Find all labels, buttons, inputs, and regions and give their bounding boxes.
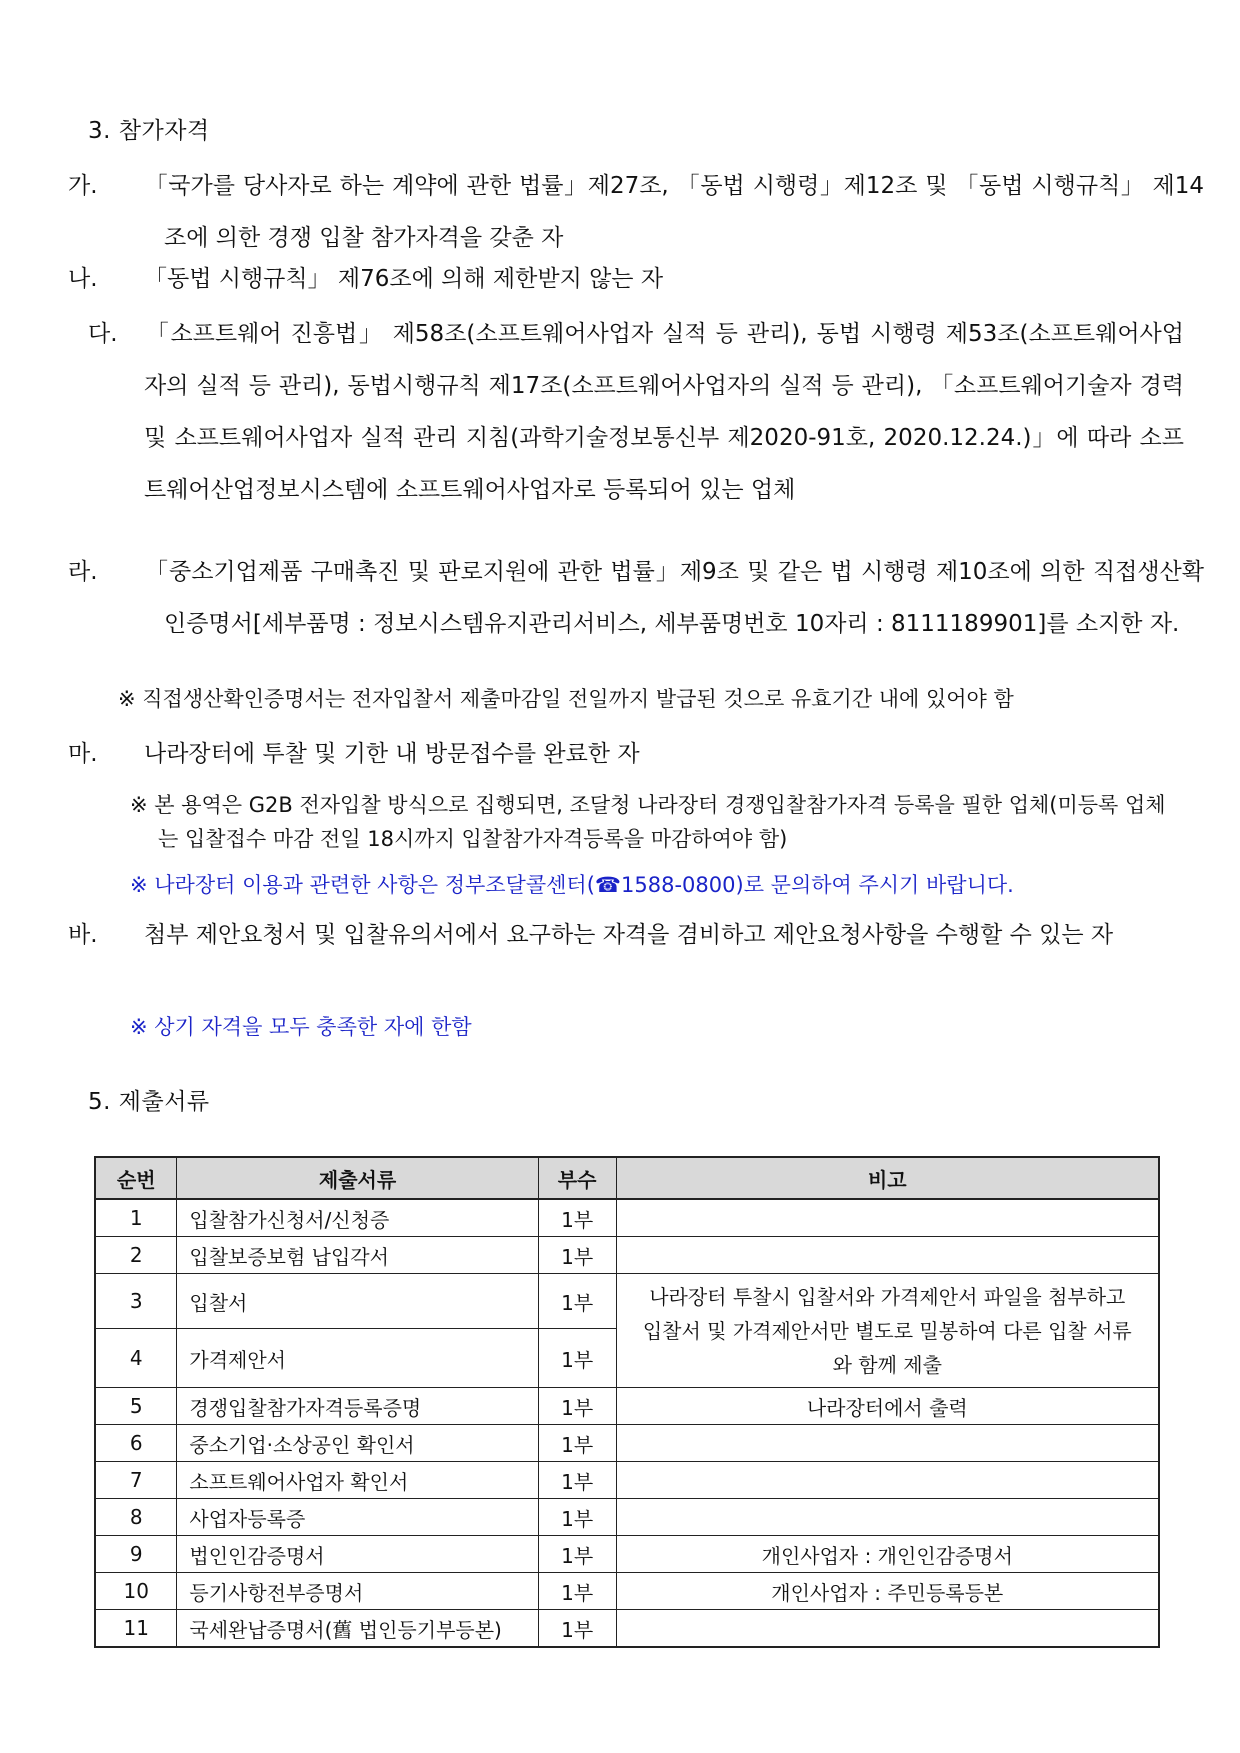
row-document: 등기사항전부증명서	[177, 1573, 538, 1610]
row-remark: 개인사업자 : 개인인감증명서	[616, 1536, 1159, 1573]
table-row	[95, 1536, 1159, 1573]
row-document: 입찰보증보험 납입각서	[177, 1237, 538, 1274]
row-copies: 1부	[538, 1499, 616, 1536]
table-row	[95, 1237, 1159, 1274]
table-row	[95, 1610, 1159, 1648]
row-no: 6	[95, 1425, 177, 1462]
table-row	[95, 1499, 1159, 1536]
item-marker: 라.	[68, 559, 98, 585]
row-remark: 나라장터에서 출력	[616, 1388, 1159, 1425]
item-marker: 나.	[68, 266, 98, 292]
row-no: 3	[95, 1274, 177, 1329]
item-text: 첨부 제안요청서 및 입찰유의서에서 요구하는 자격을 겸비하고 제안요청사항을 수행할 수 있는 자	[144, 922, 1114, 948]
item-marker: 가.	[68, 173, 98, 199]
qualification-item-ba	[68, 909, 1204, 961]
item-text: 「국가를 당사자로 하는 계약에 관한 법률」제27조, 「동법 시행령」제12조 및 「동법 시행규칙」 제14조에 의한 경쟁 입찰 참가자격을 갖춘 자	[144, 173, 1204, 251]
row-copies: 1부	[538, 1536, 616, 1573]
item-text: 나라장터에 투찰 및 기한 내 방문접수를 완료한 자	[144, 741, 640, 767]
header-remark: 비고	[616, 1157, 1159, 1199]
row-no: 5	[95, 1388, 177, 1425]
row-remark	[616, 1199, 1159, 1237]
qualification-item-ga	[68, 160, 1204, 264]
row-remark: 개인사업자 : 주민등록등본	[616, 1573, 1159, 1610]
row-no: 1	[95, 1199, 177, 1237]
row-no: 2	[95, 1237, 177, 1274]
row-copies: 1부	[538, 1388, 616, 1425]
row-no: 4	[95, 1329, 177, 1388]
submission-documents-table	[94, 1156, 1160, 1648]
row-remark	[616, 1499, 1159, 1536]
table-row	[95, 1573, 1159, 1610]
table-header-row	[95, 1157, 1159, 1199]
item-text: 「중소기업제품 구매촉진 및 판로지원에 관한 법률」제9조 및 같은 법 시행령 제10조에 의한 직접생산확인증명서[세부품명 : 정보시스템유지관리서비스, 세부품명번호 10자리 : 8111189901]를 소지한 자.	[144, 559, 1204, 637]
item-marker: 바.	[68, 922, 98, 948]
table-row	[95, 1425, 1159, 1462]
row-no: 9	[95, 1536, 177, 1573]
row-document: 가격제안서	[177, 1329, 538, 1388]
row-remark-merged: 나라장터 투찰시 입찰서와 가격제안서 파일을 첨부하고 입찰서 및 가격제안서만 별도로 밀봉하여 다른 입찰 서류와 함께 제출	[616, 1274, 1159, 1388]
row-no: 8	[95, 1499, 177, 1536]
row-copies: 1부	[538, 1462, 616, 1499]
table-row	[95, 1274, 1159, 1329]
table-row	[95, 1388, 1159, 1425]
header-copies: 부수	[538, 1157, 616, 1199]
qualification-item-ma	[68, 728, 1204, 780]
row-remark	[616, 1462, 1159, 1499]
row-no: 7	[95, 1462, 177, 1499]
row-remark	[616, 1237, 1159, 1274]
note-all-qualifications: ※ 상기 자격을 모두 충족한 자에 한함	[130, 1015, 472, 1039]
qualification-item-da	[88, 308, 1184, 516]
row-document: 국세완납증명서(舊 법인등기부등본)	[177, 1610, 538, 1648]
qualification-item-na	[68, 253, 1204, 305]
row-document: 입찰참가신청서/신청증	[177, 1199, 538, 1237]
item-marker: 다.	[88, 321, 118, 347]
row-remark	[616, 1610, 1159, 1648]
row-remark	[616, 1425, 1159, 1462]
row-no: 10	[95, 1573, 177, 1610]
table-row	[95, 1462, 1159, 1499]
item-text: 「동법 시행규칙」 제76조에 의해 제한받지 않는 자	[144, 266, 664, 292]
row-copies: 1부	[538, 1329, 616, 1388]
row-document: 소프트웨어사업자 확인서	[177, 1462, 538, 1499]
row-document: 사업자등록증	[177, 1499, 538, 1536]
note-call-center: ※ 나라장터 이용과 관련한 사항은 정부조달콜센터(☎1588-0800)로 문의하여 주시기 바랍니다.	[130, 873, 1014, 897]
table-row	[95, 1199, 1159, 1237]
note-g2b-registration: ※ 본 용역은 G2B 전자입찰 방식으로 집행되면, 조달청 나라장터 경쟁입찰참가자격 등록을 필한 업체(미등록 업체는 입찰접수 마감 전일 18시까지 입찰참가자격등록을 마감하여야 함)	[130, 793, 1166, 851]
row-copies: 1부	[538, 1610, 616, 1648]
qualification-item-ra	[68, 546, 1204, 650]
note-direct-production: ※ 직접생산확인증명서는 전자입찰서 제출마감일 전일까지 발급된 것으로 유효기간 내에 있어야 함	[118, 687, 1014, 711]
header-no: 순번	[95, 1157, 177, 1199]
section-5-title: 5. 제출서류	[88, 1089, 210, 1115]
row-copies: 1부	[538, 1199, 616, 1237]
section-3-title: 3. 참가자격	[88, 118, 210, 144]
header-document: 제출서류	[177, 1157, 538, 1199]
item-text: 「소프트웨어 진흥법」 제58조(소프트웨어사업자 실적 등 관리), 동법 시행령 제53조(소프트웨어사업자의 실적 등 관리), 동법시행규칙 제17조(소프트웨어사업자의 실적 등 관리), 「소프트웨어기술자 경력 및 소프트웨어사업자 실적 관리 지침(과학기술정보통신부 제2020-91호, 2020.12.24.)」에 따라 소프트웨어산업정보시스템에 소프트웨어사업자로 등록되어 있는 업체	[144, 321, 1184, 503]
row-document: 법인인감증명서	[177, 1536, 538, 1573]
item-marker: 마.	[68, 741, 98, 767]
row-document: 입찰서	[177, 1274, 538, 1329]
row-copies: 1부	[538, 1425, 616, 1462]
row-copies: 1부	[538, 1274, 616, 1329]
row-copies: 1부	[538, 1237, 616, 1274]
row-document: 중소기업·소상공인 확인서	[177, 1425, 538, 1462]
row-no: 11	[95, 1610, 177, 1648]
row-copies: 1부	[538, 1573, 616, 1610]
row-document: 경쟁입찰참가자격등록증명	[177, 1388, 538, 1425]
